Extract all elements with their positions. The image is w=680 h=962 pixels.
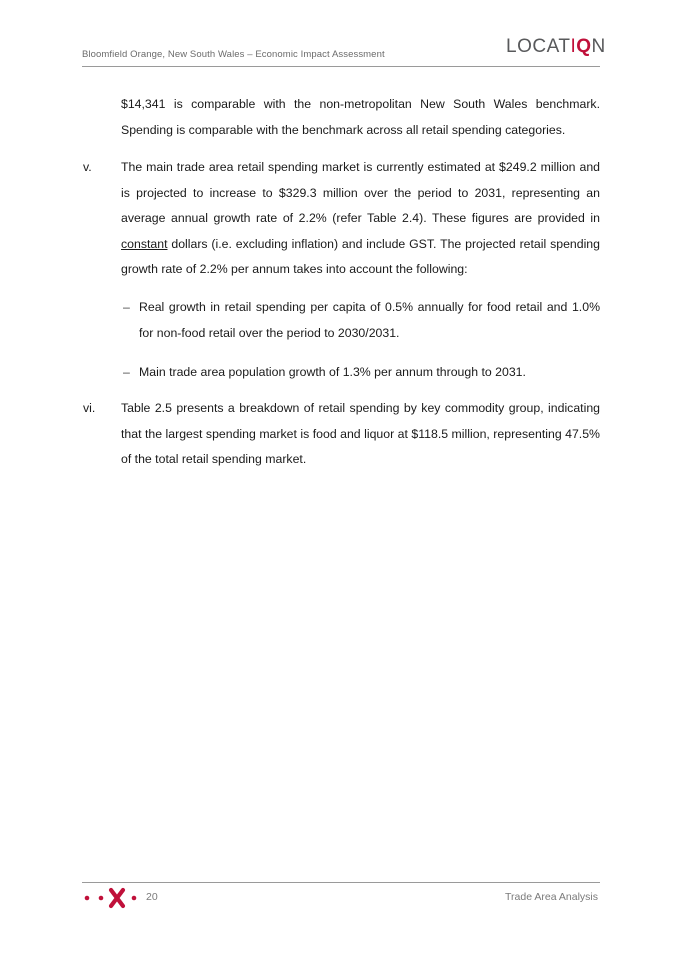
section-name: Trade Area Analysis <box>505 891 598 903</box>
locatiq-logo: LOCATIQN <box>506 36 606 57</box>
list-item-text-continued: dollars (i.e. excluding inflation) and include GST. The projected retail spending growth rate of 2.2% per annum takes into account the following: <box>121 236 600 276</box>
footer-divider <box>82 882 600 883</box>
list-item-text: Table 2.5 presents a breakdown of retail spending by key commodity group, indicating that the largest spending market is food and liquor at $118.5 million, representing 47.5% of the total retail spending market. <box>121 401 600 466</box>
list-number: vi. <box>83 401 96 415</box>
underlined-word: constant <box>121 236 168 251</box>
list-item-v <box>83 155 600 283</box>
list-item-text: The main trade area retail spending market is currently estimated at $249.2 million and is projected to increase to $329.3 million over the period to 2031, representing an average annual growth rate of 2.2% (refer Table 2.4). These figures are provided in <box>121 160 600 225</box>
list-number: v. <box>83 160 92 174</box>
sub-bullet-text: Main trade area population growth of 1.3% per annum through to 2031. <box>139 365 526 379</box>
sub-bullet-1 <box>123 295 600 346</box>
dash-bullet: – <box>123 300 130 314</box>
brand-dots-x-icon <box>84 887 144 909</box>
sub-bullet-2 <box>123 360 600 386</box>
page-number: 20 <box>146 891 158 903</box>
list-item-vi <box>83 396 600 473</box>
continued-paragraph: $14,341 is comparable with the non-metropolitan New South Wales benchmark. Spending is comparable with the benchmark across all retail spending categories. <box>121 97 600 137</box>
dash-bullet: – <box>123 365 130 379</box>
sub-bullet-text: Real growth in retail spending per capita of 0.5% annually for food retail and 1.0% for non-food retail over the period to 2030/2031. <box>139 300 600 340</box>
header-divider <box>82 66 600 67</box>
document-title: Bloomfield Orange, New South Wales – Economic Impact Assessment <box>82 49 385 60</box>
